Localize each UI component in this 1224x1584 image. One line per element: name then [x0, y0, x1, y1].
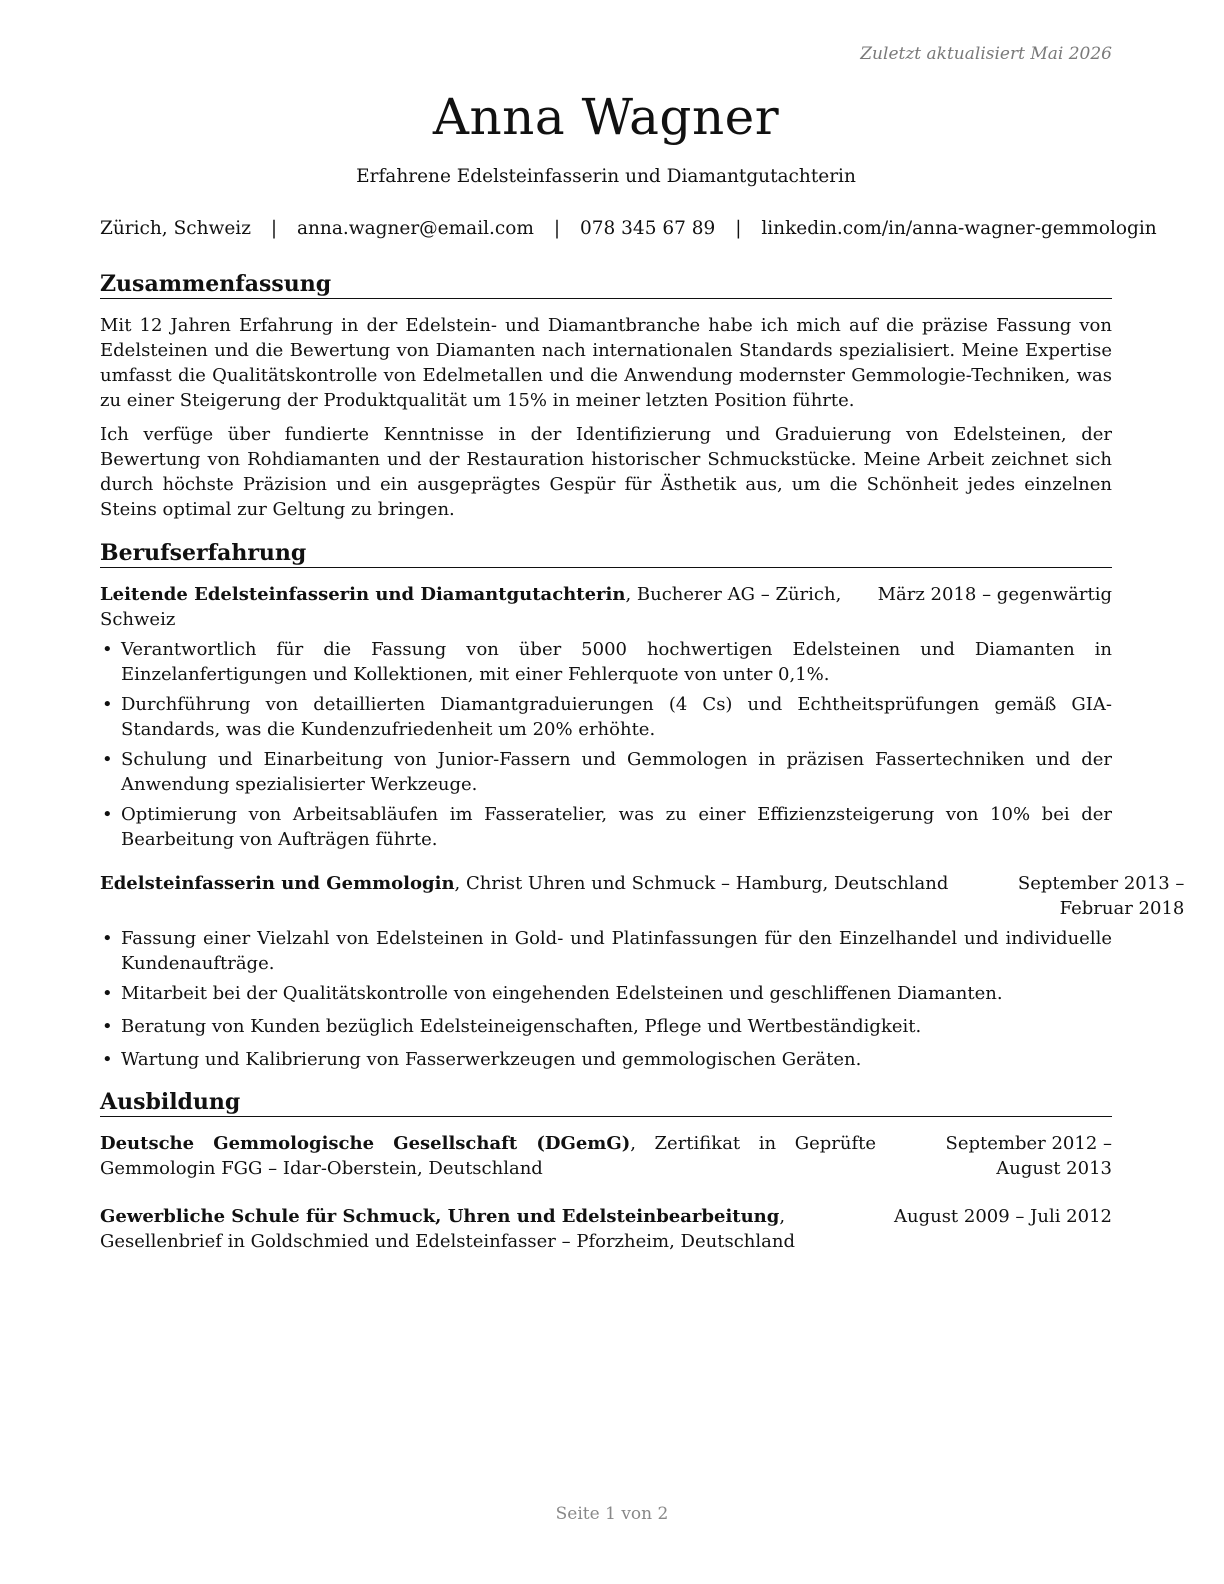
education-school: Gewerbliche Schule für Schmuck, Uhren und Edelsteinbearbeitung: [100, 1206, 780, 1227]
section-title-education: Ausbildung: [100, 1088, 1112, 1117]
job-role: Edelsteinfasserin und Gemmologin: [100, 873, 455, 894]
contact-linkedin[interactable]: linkedin.com/in/anna-wagner-gemmologin: [761, 218, 1157, 239]
contact-separator: |: [270, 218, 278, 239]
education-section: [100, 1088, 1112, 1254]
education-school: Deutsche Gemmologische Gesellschaft (DGemG): [100, 1133, 631, 1154]
job-header: [100, 582, 1112, 632]
job-bullets: [100, 926, 1112, 1072]
list-item: • Wartung und Kalibrierung von Fasserwerkzeugen und gemmologischen Geräten.: [100, 1047, 1112, 1072]
education-header: [100, 1131, 1112, 1181]
job-company: , Christ Uhren und Schmuck – Hamburg, Deutschland: [454, 873, 949, 894]
contact-line: [100, 216, 1157, 242]
contact-separator: |: [553, 218, 561, 239]
education-title-line: [100, 1204, 886, 1254]
job-dates: September 2013 – Februar 2018: [1017, 873, 1185, 919]
list-item: • Schulung und Einarbeitung von Junior-Fassern und Gemmologen in präzisen Fassertechniken und der Anwendung spezialisierter Werkzeuge.: [100, 747, 1112, 797]
contact-email[interactable]: anna.wagner@email.com: [296, 218, 534, 239]
job-dates: März 2018 – gegenwärtig: [877, 584, 1112, 605]
education-header: [100, 1204, 1112, 1254]
job-title-line: [100, 582, 858, 632]
job-title-line: [100, 871, 948, 896]
contact-separator: |: [735, 218, 742, 239]
education-detail: , Gesellenbrief in Goldschmied und Edelsteinfasser – Pforzheim, Deutschland: [100, 1206, 795, 1252]
list-item: • Beratung von Kunden bezüglich Edelsteineigenschaften, Pflege und Wertbeständigkeit.: [100, 1014, 1112, 1039]
education-dates: September 2012 – August 2013: [945, 1133, 1112, 1179]
list-item: • Fassung einer Vielzahl von Edelsteinen in Gold- und Platinfassungen für den Einzelhandel und individuelle Kundenaufträge.: [100, 926, 1112, 976]
summary-paragraph: Ich verfüge über fundierte Kenntnisse in der Identifizierung und Graduierung von Edelsteinen, der Bewertung von Rohdiamanten und der Restauration historischer Schmuckstücke. Meine Arbeit zeichnet sich durch höchste Präzision und ein ausgeprägtes Gespür für Ästhetik aus, um die Schönheit jedes einzelnen Steins optimal zur Geltung zu bringen.: [100, 424, 1112, 520]
list-item: • Durchführung von detaillierten Diamantgraduierungen (4 Cs) und Echtheitsprüfungen gemäß GIA-Standards, was die Kundenzufriedenheit um 20% erhöhte.: [100, 692, 1112, 742]
candidate-name: Anna Wagner: [432, 88, 780, 146]
section-title-experience: Berufserfahrung: [100, 539, 1112, 568]
job-header: [100, 871, 1185, 921]
summary-paragraph: Mit 12 Jahren Erfahrung in der Edelstein- und Diamantbranche habe ich mich auf die präzise Fassung von Edelsteinen und die Bewertung von Diamanten nach internationalen Standards spezialisiert. Meine Expertise umfasst die Qualitätskontrolle von Edelmetallen und die Anwendung modernster Gemmologie-Techniken, was zu einer Steigerung der Produktqualität um 15% in meiner letzten Position führte.: [100, 315, 1112, 411]
education-dates: August 2009 – Juli 2012: [893, 1206, 1112, 1227]
resume-page: [100, 86, 1185, 1254]
job-entry: [100, 871, 1185, 1072]
education-title-line: [100, 1131, 876, 1181]
education-entry: [100, 1131, 1112, 1181]
summary-section: [100, 270, 1112, 522]
job-entry: [100, 582, 1112, 852]
job-bullets: [100, 637, 1112, 852]
education-entry: [100, 1204, 1112, 1254]
list-item: • Optimierung von Arbeitsabläufen im Fasseratelier, was zu einer Effizienzsteigerung von 10% bei der Bearbeitung von Aufträgen führte.: [100, 802, 1112, 852]
education-detail: , Zertifikat in Geprüfte Gemmologin FGG – Idar-Oberstein, Deutschland: [100, 1133, 877, 1179]
candidate-headline: Erfahrene Edelsteinfasserin und Diamantgutachterin: [356, 166, 856, 187]
list-item: • Verantwortlich für die Fassung von über 5000 hochwertigen Edelsteinen und Diamanten in Einzelanfertigungen und Kollektionen, mit einer Fehlerquote von unter 0,1%.: [100, 637, 1112, 687]
section-title-summary: Zusammenfassung: [100, 270, 1112, 299]
job-company: , Bucherer AG – Zürich, Schweiz: [100, 584, 842, 630]
contact-phone: 078 345 67 89: [579, 218, 716, 239]
job-role: Leitende Edelsteinfasserin und Diamantgutachterin: [100, 584, 626, 605]
list-item: • Mitarbeit bei der Qualitätskontrolle von eingehenden Edelsteinen und geschliffenen Diamanten.: [100, 981, 1112, 1006]
page-number: Seite 1 von 2: [555, 1504, 669, 1524]
contact-location: Zürich, Schweiz: [100, 218, 251, 239]
experience-section: [100, 539, 1185, 1072]
last-updated-note: Zuletzt aktualisiert Mai 2026: [860, 44, 1112, 64]
